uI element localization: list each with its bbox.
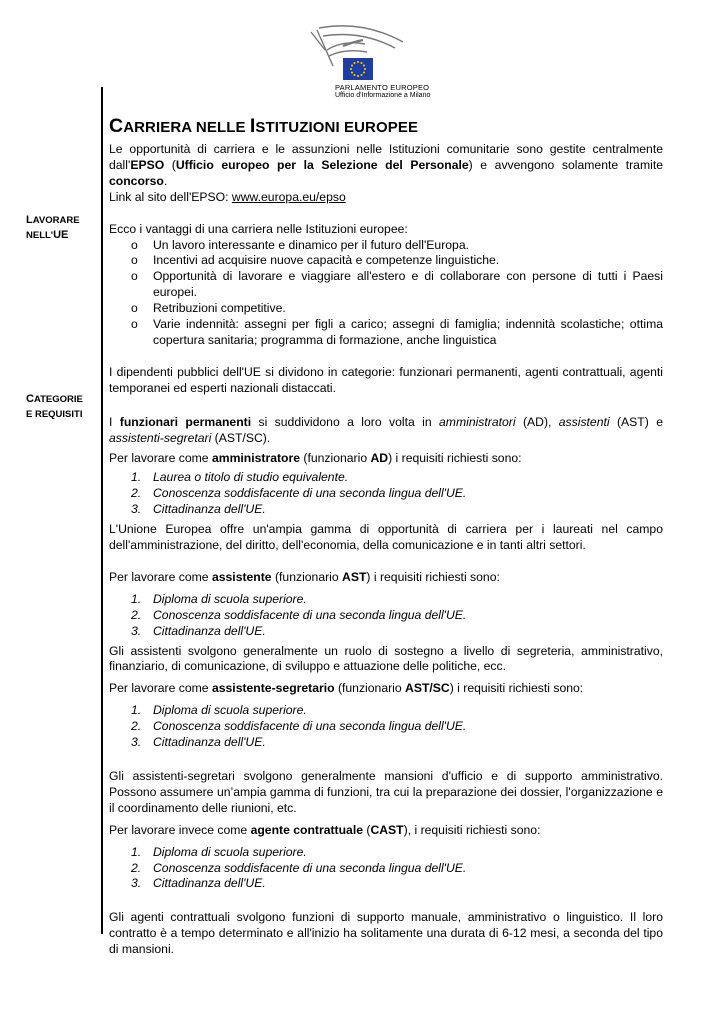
intro-paragraph: Le opportunità di carriera e le assunzioni nelle Istituzioni comunitarie sono gestite centralmente dall'EPSO (Ufficio europeo per la Selezione del Personale) e avvengono solamente tramite concorso. [109,142,663,188]
vertical-rule [101,87,103,934]
dipendenti-paragraph: I dipendenti pubblici dell'UE si dividono in categorie: funzionari permanenti, agenti contrattuali, agenti temporanei ed esperti nazionali distaccati. [109,364,663,395]
list-item: 1. Diploma di scuola superiore. [131,844,307,859]
ast-description: Gli assistenti svolgono generalmente un ruolo di sostegno a livello di segreteria, amministrativo, finanziario, di comunicazione, di sviluppo e attuazione delle politiche, ecc. [109,643,663,674]
list-item: 1. Diploma di scuola superiore. [131,703,307,718]
list-item: 2. Conoscenza soddisfacente di una seconda lingua dell'UE. [131,860,467,875]
epso-link[interactable]: www.europa.eu/epso [231,189,346,204]
main-content [109,116,663,958]
side-label-categorie: CATEGORIE E REQUISITI [26,393,83,420]
ad-lead: Per lavorare come amministratore (funzionario AD) i requisiti richiesti sono: [109,450,522,465]
astsc-lead: Per lavorare come assistente-segretario (funzionario AST/SC) i requisiti richiesti sono: [109,681,584,696]
side-label-lavorare: LAVORARE NELL'UE [26,214,80,241]
list-item: 3. Cittadinanza dell'UE. [131,876,266,891]
logo-line2: Ufficio d'Informazione a Milano [335,92,431,99]
logo-line1: PARLAMENTO EUROPEO [335,83,430,92]
advantages-list [109,238,663,349]
ad-description: L'Unione Europea offre un'ampia gamma di opportunità di carriera per i laureati nel campo dell'amministrazione, del diritto, dell'economia, della comunicazione e in tanti altri settori. [109,522,663,553]
list-item: o Un lavoro interessante e dinamico per il futuro dell'Europa. [131,237,469,252]
astsc-requirements [109,703,663,751]
astsc-description: Gli assistenti-segretari svolgono generalmente mansioni d'ufficio e di supporto amministrativo. Possono assumere un’ampia gamma di funzioni, tra cui la preparazione dei dossier, l'organizzazione e il coordinamento delle riunioni, etc. [109,769,663,815]
list-item: 3. Cittadinanza dell'UE. [131,735,266,750]
epso-link-line: Link al sito dell'EPSO: www.europa.eu/epso [109,189,346,204]
list-item: 2. Conoscenza soddisfacente di una seconda lingua dell'UE. [131,486,467,501]
list-item: o Retribuzioni competitive. [131,301,286,316]
advantages-lead: Ecco i vantaggi di una carriera nelle Istituzioni europee: [109,221,408,236]
list-item: 2. Conoscenza soddisfacente di una seconda lingua dell'UE. [131,719,467,734]
logo-caption [335,84,430,100]
ast-requirements [109,592,663,640]
list-item: 1. Diploma di scuola superiore. [131,591,307,606]
page-title: CARRIERA NELLE ISTITUZIONI EUROPEE [109,115,419,137]
list-item: 3. Cittadinanza dell'UE. [131,502,266,517]
list-item: 2. Conoscenza soddisfacente di una seconda lingua dell'UE. [131,607,467,622]
list-item: o Opportunità di lavorare e viaggiare all'estero e di collaborare con persone di tutti i Paesi europei. [131,269,663,300]
funzionari-paragraph: I funzionari permanenti si suddividono a loro volta in amministratori (AD), assistenti (AST) e assistenti-segretari (AST/SC). [109,414,663,445]
ad-requirements [109,470,663,518]
cast-description: Gli agenti contrattuali svolgono funzioni di supporto manuale, amministrativo o linguistico. Il loro contratto è a tempo determinato e all'inizio ha solitamente una durata di 6-12 mesi, a seconda del tipo di mansioni. [109,910,663,957]
list-item: o Incentivi ad acquisire nuove capacità e competenze linguistiche. [131,253,500,268]
list-item: 3. Cittadinanza dell'UE. [131,623,266,638]
list-item: o Varie indennità: assegni per figli a carico; assegni di famiglia; indennità scolastiche; ottima copertura sanitaria; programma di formazione, anche linguistica [131,317,663,347]
cast-lead: Per lavorare invece come agente contrattuale (CAST), i requisiti richiesti sono: [109,822,541,837]
ast-lead: Per lavorare come assistente (funzionario AST) i requisiti richiesti sono: [109,569,500,584]
list-item: 1. Laurea o titolo di studio equivalente. [131,470,349,485]
cast-requirements [109,845,663,893]
